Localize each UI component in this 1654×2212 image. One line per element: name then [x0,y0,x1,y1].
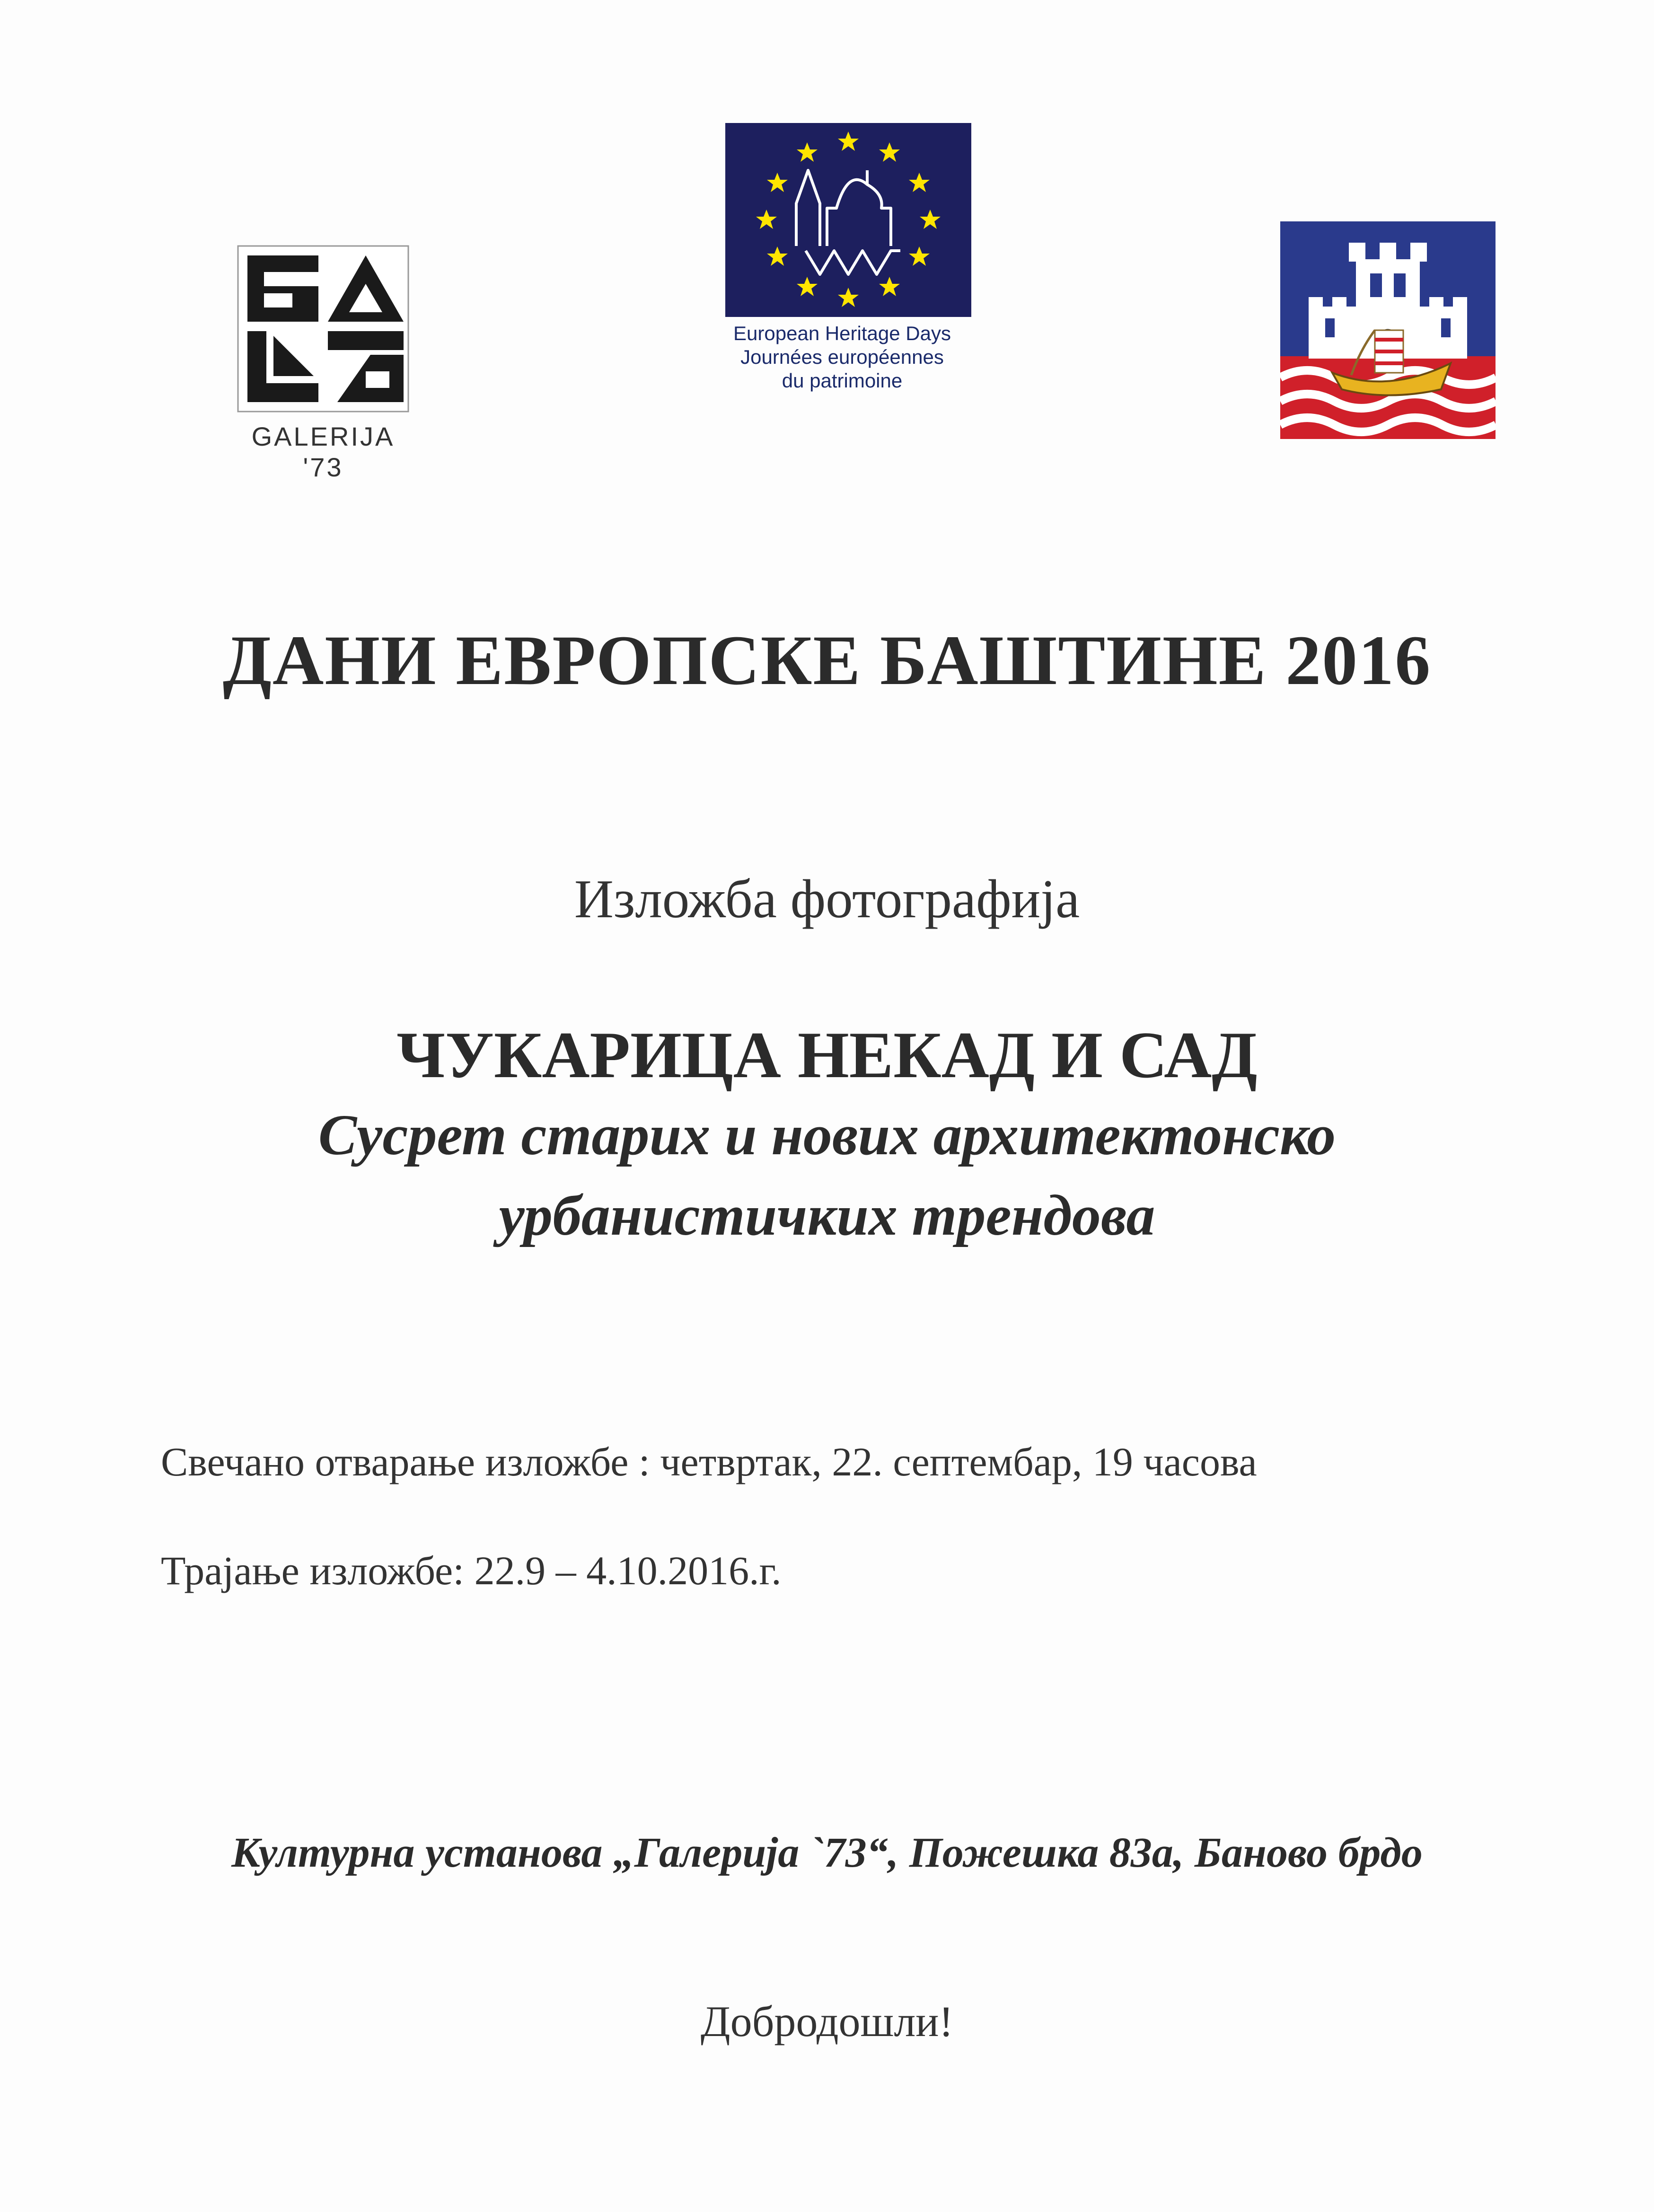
opening-info: Свечано отварање изложбе : четвртак, 22. септембар, 19 часова [161,1439,1257,1484]
ehd-flag-icon [725,123,971,317]
european-heritage-days-logo [725,123,971,317]
ehd-caption-fr-1: Journées européennes [740,346,944,368]
ehd-caption [677,322,1008,393]
duration-info: Трајање изложбе: 22.9 – 4.10.2016.г. [161,1548,782,1593]
galerija-caption: GALERIJA '73 [251,421,395,482]
exhibition-subtitle-line-1: Сусрет старих и нових архитектонско [318,1103,1336,1167]
exhibition-title: ЧУКАРИЦА НЕКАД И САД [396,1018,1258,1092]
belgrade-coat-icon [1280,221,1496,439]
ehd-caption-en: European Heritage Days [733,322,951,344]
main-title: ДАНИ ЕВРОПСКЕ БАШТИНЕ 2016 [222,621,1432,700]
venue-info: Културна установа „Галерија `73“, Пожешка 83а, Баново брдо [231,1829,1423,1876]
belgrade-coat-of-arms [1280,221,1496,439]
galerija-73-logo [229,237,418,482]
welcome-text: Добродошли! [700,1997,954,2045]
exhibition-type: Изложба фотографија [574,869,1080,929]
ehd-caption-fr-2: du patrimoine [782,369,903,392]
exhibition-subtitle-line-2: урбанистичких трендова [499,1184,1155,1247]
galerija-logo-icon [229,237,418,416]
